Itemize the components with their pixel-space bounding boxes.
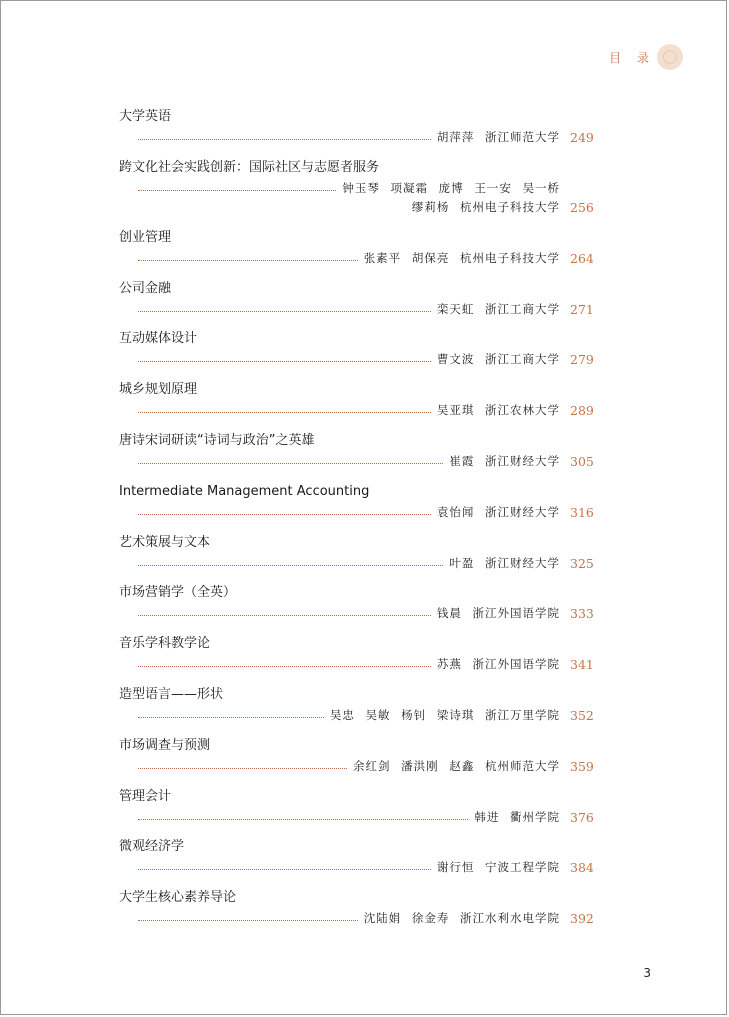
- toc-entry-authors: 余红剑 潘洪刚 赵鑫 杭州师范大学: [353, 758, 560, 773]
- page-number: 3: [643, 966, 651, 980]
- toc-entry[interactable]: [119, 330, 592, 381]
- toc-entry-page[interactable]: 341: [570, 657, 594, 673]
- toc-entry-title: 创业管理: [119, 229, 172, 245]
- toc-entry[interactable]: [119, 432, 592, 483]
- toc-entry-authors: 袁怡闻 浙江财经大学: [436, 504, 560, 519]
- toc-entry-title: 市场营销学（全英）: [119, 585, 237, 601]
- toc-entry-page[interactable]: 333: [570, 606, 594, 622]
- toc-entry-title: 城乡规划原理: [119, 382, 198, 398]
- toc-entry-page[interactable]: 392: [570, 911, 594, 927]
- toc-entry-authors: 吴亚琪 浙江农林大学: [436, 403, 560, 418]
- leader-dots: [138, 190, 336, 191]
- toc-entry[interactable]: [119, 788, 592, 839]
- table-of-contents: [119, 108, 592, 940]
- toc-entry-authors: 胡萍萍 浙江师范大学: [436, 130, 560, 144]
- toc-entry-authors: 沈陆娟 徐金寿 浙江水利水电学院: [363, 911, 560, 926]
- toc-entry-page[interactable]: 271: [570, 301, 594, 317]
- toc-entry-page[interactable]: 279: [570, 352, 594, 368]
- leader-dots: [138, 869, 431, 870]
- toc-entry-page[interactable]: 264: [570, 250, 594, 266]
- leader-dots: [138, 463, 443, 464]
- toc-entry-title: 互动媒体设计: [119, 331, 198, 347]
- header-title: 目 录: [609, 50, 655, 65]
- toc-entry[interactable]: [119, 159, 592, 229]
- toc-entry-title: 大学英语: [119, 109, 172, 124]
- toc-entry-authors: 栾天虹 浙江工商大学: [436, 301, 560, 316]
- toc-entry[interactable]: [119, 889, 592, 940]
- toc-entry-authors: 苏燕 浙江外国语学院: [436, 657, 560, 672]
- header-ornament-icon: [657, 44, 683, 70]
- toc-entry-page[interactable]: 316: [570, 504, 594, 520]
- toc-entry[interactable]: [119, 686, 592, 737]
- toc-entry-title: 微观经济学: [119, 839, 185, 855]
- toc-entry-title: 音乐学科教学论: [119, 636, 211, 652]
- toc-entry-title: 管理会计: [119, 788, 172, 804]
- toc-entry-title: 艺术策展与文本: [119, 534, 211, 550]
- toc-entry[interactable]: [119, 483, 592, 534]
- leader-dots: [138, 361, 431, 362]
- toc-entry[interactable]: [119, 280, 592, 331]
- leader-dots: [138, 819, 468, 820]
- leader-dots: [138, 768, 347, 769]
- toc-entry-page[interactable]: 289: [570, 403, 594, 419]
- toc-entry-title: 造型语言——形状: [119, 686, 224, 702]
- toc-entry-authors: 叶盈 浙江财经大学: [449, 555, 560, 570]
- toc-entry-page[interactable]: 305: [570, 453, 594, 469]
- toc-entry[interactable]: [119, 229, 592, 280]
- toc-entry-title: Intermediate Management Accounting: [119, 483, 370, 499]
- toc-entry-page[interactable]: 325: [570, 555, 594, 571]
- leader-dots: [138, 139, 431, 140]
- toc-entry-authors: 曹文波 浙江工商大学: [436, 352, 560, 367]
- toc-entry-page[interactable]: 352: [570, 707, 594, 723]
- toc-entry-authors: 崔霞 浙江财经大学: [449, 453, 560, 468]
- toc-entry-authors-line2: 缪莉杨 杭州电子科技大学: [411, 199, 560, 214]
- toc-entry-page[interactable]: 376: [570, 809, 594, 825]
- page-header: [609, 44, 683, 70]
- toc-entry-page[interactable]: 384: [570, 860, 594, 876]
- toc-entry-title: 市场调查与预测: [119, 737, 211, 753]
- toc-entry-authors: 钱晨 浙江外国语学院: [436, 606, 560, 621]
- toc-entry-authors: 吴忠 吴敏 杨钊 梁诗琪 浙江万里学院: [329, 707, 560, 722]
- toc-entry-authors: 韩进 衢州学院: [474, 809, 560, 824]
- toc-entry[interactable]: [119, 381, 592, 432]
- leader-dots: [138, 260, 358, 261]
- leader-dots: [138, 717, 324, 718]
- toc-entry[interactable]: [119, 584, 592, 635]
- toc-entry-authors: 张素平 胡保亮 杭州电子科技大学: [363, 250, 560, 265]
- leader-dots: [138, 514, 431, 515]
- toc-entry[interactable]: [119, 534, 592, 585]
- toc-entry-title: 唐诗宋词研读“诗词与政治”之英雄: [119, 432, 315, 448]
- toc-entry-page[interactable]: 359: [570, 758, 594, 774]
- leader-dots: [138, 920, 358, 921]
- toc-entry-title: 公司金融: [119, 280, 172, 296]
- toc-entry-authors: 谢行恒 宁波工程学院: [436, 860, 560, 875]
- toc-entry[interactable]: [119, 737, 592, 788]
- toc-entry-title: 跨文化社会实践创新：国际社区与志愿者服务: [119, 159, 380, 175]
- toc-entry-page[interactable]: 249: [570, 130, 594, 145]
- toc-entry[interactable]: [119, 108, 592, 159]
- leader-dots: [138, 565, 443, 566]
- toc-entry-authors: 钟玉琴 项凝霜 庞博 王一安 吴一桥: [342, 180, 560, 195]
- leader-dots: [138, 311, 431, 312]
- leader-dots: [138, 666, 431, 667]
- toc-entry[interactable]: [119, 838, 592, 889]
- toc-entry-page[interactable]: 256: [570, 199, 594, 215]
- toc-entry[interactable]: [119, 635, 592, 686]
- leader-dots: [138, 615, 431, 616]
- toc-entry-title: 大学生核心素养导论: [119, 890, 237, 906]
- leader-dots: [138, 412, 431, 413]
